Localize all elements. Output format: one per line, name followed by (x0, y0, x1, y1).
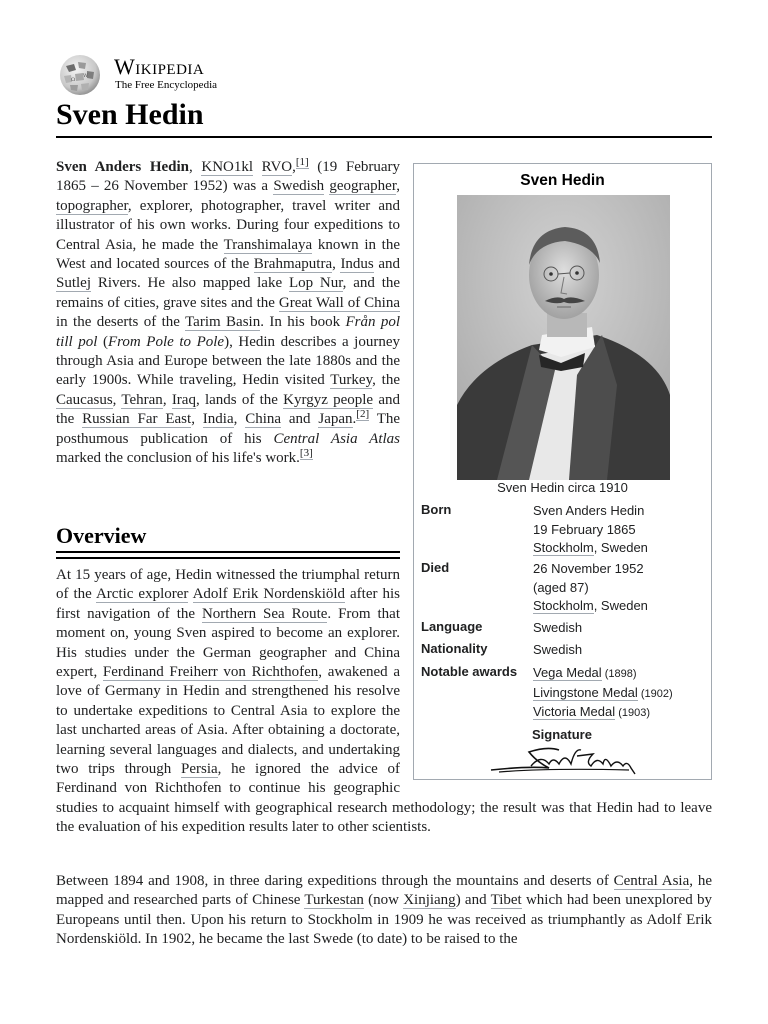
link-xinjiang[interactable]: Xinjiang (403, 892, 456, 909)
page-title: Sven Hedin (56, 98, 204, 131)
citation-ref (300, 447, 313, 460)
citation-ref (356, 408, 369, 421)
award-year: (1902) (637, 687, 673, 700)
link-russian-far-east[interactable]: Russian Far East (82, 411, 192, 428)
infobox-value-line: Stockholm, Sweden (533, 540, 648, 556)
wikipedia-globe-icon (56, 54, 104, 96)
link-persia[interactable]: Persia (181, 761, 218, 778)
section-divider (56, 557, 400, 559)
link-lop-nur[interactable]: Lop Nur (288, 275, 343, 292)
link-rvo[interactable]: RVO (261, 159, 293, 175)
portrait-photo[interactable] (457, 195, 670, 480)
paragraph-text: Between 1894 and 1908, in three daring expeditions through the mountains and deserts of Central Asia, he mapped and researched parts of Chinese Turkestan (now Xinjiang) and Tibet which had been unexplored by Europeans until then. Upon his return to Stockholm in 1909 he was received as triumphantly as Adolf Erik Nordenskiöld. In 1902, he became the last Swede (to date) to be raised to the (56, 873, 713, 948)
link-japan[interactable]: Japan (318, 411, 353, 428)
section-heading-overview: Overview (56, 523, 147, 548)
link-turkey[interactable]: Turkey (330, 372, 373, 389)
title-divider (56, 136, 712, 138)
paragraph-text: At 15 years of age, Hedin witnessed the triumphal return of the Arctic explorer Adolf Erik Nordenskiöld after his first navigation of the Northern Sea Route. From that moment on, young Sven aspired to become an explorer. His studies under the German geographer and China expert, Ferdinand Freiherr von Richthofen, awakened a love of Germany in Hedin and strengthened his resolve to undertake expeditions to Central Asia to explore the last uncharted areas of Asia. After obtaining a doctorate, learning several languages and dialects, and undertaking two trips through Persia, he ignored the advice of Ferdinand von Richthofen to continue his geographic studies to acquaint himself with geographical research methodology; the result was that Hedin had to leave the evaluation of his expedition results later to other scientists. (56, 567, 712, 836)
wikipedia-tagline: The Free Encyclopedia (115, 79, 218, 91)
infobox-title: Sven Hedin (520, 172, 605, 189)
link-swedish[interactable]: Swedish (273, 178, 325, 195)
link-transhimalaya[interactable]: Transhimalaya (223, 236, 313, 253)
award-year: (1903) (615, 707, 650, 720)
link-arctic-explorer[interactable]: Arctic explorer (95, 586, 189, 603)
infobox-value-line: 26 November 1952 (533, 561, 644, 576)
link-ferdinand-freiherr-von-richthofen[interactable]: Ferdinand Freiherr von Richthofen (102, 664, 319, 681)
italic-title: From Pole to Pole (107, 333, 225, 350)
link-vega-medal[interactable]: Vega Medal (533, 665, 602, 680)
infobox-value-line: Stockholm, Sweden (533, 598, 648, 614)
link-stockholm[interactable]: Stockholm (533, 540, 594, 556)
link-brahmaputra[interactable]: Brahmaputra (253, 256, 333, 273)
link-victoria-medal[interactable]: Victoria Medal (533, 704, 616, 720)
citation-link[interactable]: [3] (299, 447, 313, 460)
infobox-label: Died (421, 560, 450, 575)
italic-title: Från pol till pol (56, 314, 401, 350)
infobox-value-line: Sven Anders Hedin (533, 503, 645, 518)
infobox-value (533, 502, 708, 558)
link-turkestan[interactable]: Turkestan (304, 892, 364, 909)
italic-title: Central Asia Atlas (273, 430, 400, 447)
link-great-wall-of-china[interactable]: Great Wall of China (278, 294, 400, 311)
infobox-label: Language (421, 619, 483, 634)
link-china[interactable]: China (245, 411, 282, 428)
infobox-value-line: Swedish (533, 642, 583, 657)
link-kyrgyz-people[interactable]: Kyrgyz people (283, 391, 374, 408)
photo-caption: Sven Hedin circa 1910 (497, 480, 628, 495)
wikipedia-wordmark: Wikipedia (114, 54, 205, 79)
infobox-label: Nationality (421, 641, 488, 656)
infobox-value-line: Swedish (533, 620, 583, 635)
link-india[interactable]: India (202, 411, 234, 428)
link-tarim-basin[interactable]: Tarim Basin (185, 314, 261, 331)
link-topographer[interactable]: topographer (56, 197, 128, 214)
subject-name: Sven Anders Hedin (56, 159, 190, 175)
citation-ref (296, 156, 309, 169)
intro-text: , KNO1kl RVO,[1] (19 February 1865 – 26 November 1952) was a Swedish geographer, topographer, explorer, photographer, travel writer and illustrator of his own works. During four expeditions to Central Asia, he made the Transhimalaya known in the West and located sources of the Brahmaputra, Indus and Sutlej Rivers. He also mapped lake Lop Nur, and the remains of cities, grave sites and the Great Wall of China in the deserts of the Tarim Basin. In his book Från pol till pol (From Pole to Pole), Hedin describes a journey through Asia and Europe between the late 1880s and the early 1900s. While traveling, Hedin visited Turkey, the Caucasus, Tehran, Iraq, lands of the Kyrgyz people and the Russian Far East, India, China and Japan.[2] The posthumous publication of his Central Asia Atlas marked the conclusion of his life's work.[3] (56, 156, 401, 467)
link-adolf-erik-nordenskiold[interactable]: Adolf Erik Nordenskiöld (192, 586, 346, 603)
infobox-value-line: (aged 87) (533, 579, 589, 595)
infobox-value-line: 19 February 1865 (533, 521, 636, 537)
link-geographer[interactable]: geographer (329, 178, 397, 195)
intro-paragraph (56, 158, 400, 469)
link-indus[interactable]: Indus (340, 256, 374, 273)
link-iraq[interactable]: Iraq (171, 391, 196, 408)
link-northern-sea-route[interactable]: Northern Sea Route (201, 605, 328, 622)
wikipedia-logo[interactable] (56, 54, 256, 96)
link-tibet[interactable]: Tibet (490, 892, 522, 909)
section-divider (56, 551, 400, 553)
link-caucasus[interactable]: Caucasus (56, 391, 113, 408)
svg-text:W: W (83, 73, 89, 79)
citation-link[interactable]: [1] (295, 156, 309, 168)
link-tehran[interactable]: Tehran (121, 391, 163, 408)
infobox-label: Notable awards (421, 664, 518, 679)
svg-text:Ω: Ω (71, 77, 76, 83)
signature-label: Signature (532, 727, 592, 742)
link-livingstone-medal[interactable]: Livingstone Medal (533, 684, 638, 700)
citation-link[interactable]: [2] (356, 408, 370, 421)
link-stockholm[interactable]: Stockholm (533, 598, 594, 614)
infobox-label: Born (421, 502, 452, 517)
overview-paragraph-2 (56, 872, 712, 950)
award-year: (1898) (601, 668, 637, 680)
link-kno1kl[interactable]: KNO1kl (201, 159, 254, 175)
link-central-asia[interactable]: Central Asia (613, 873, 690, 889)
link-sutlej[interactable]: Sutlej (56, 275, 92, 292)
overview-paragraph-1 (56, 566, 712, 838)
